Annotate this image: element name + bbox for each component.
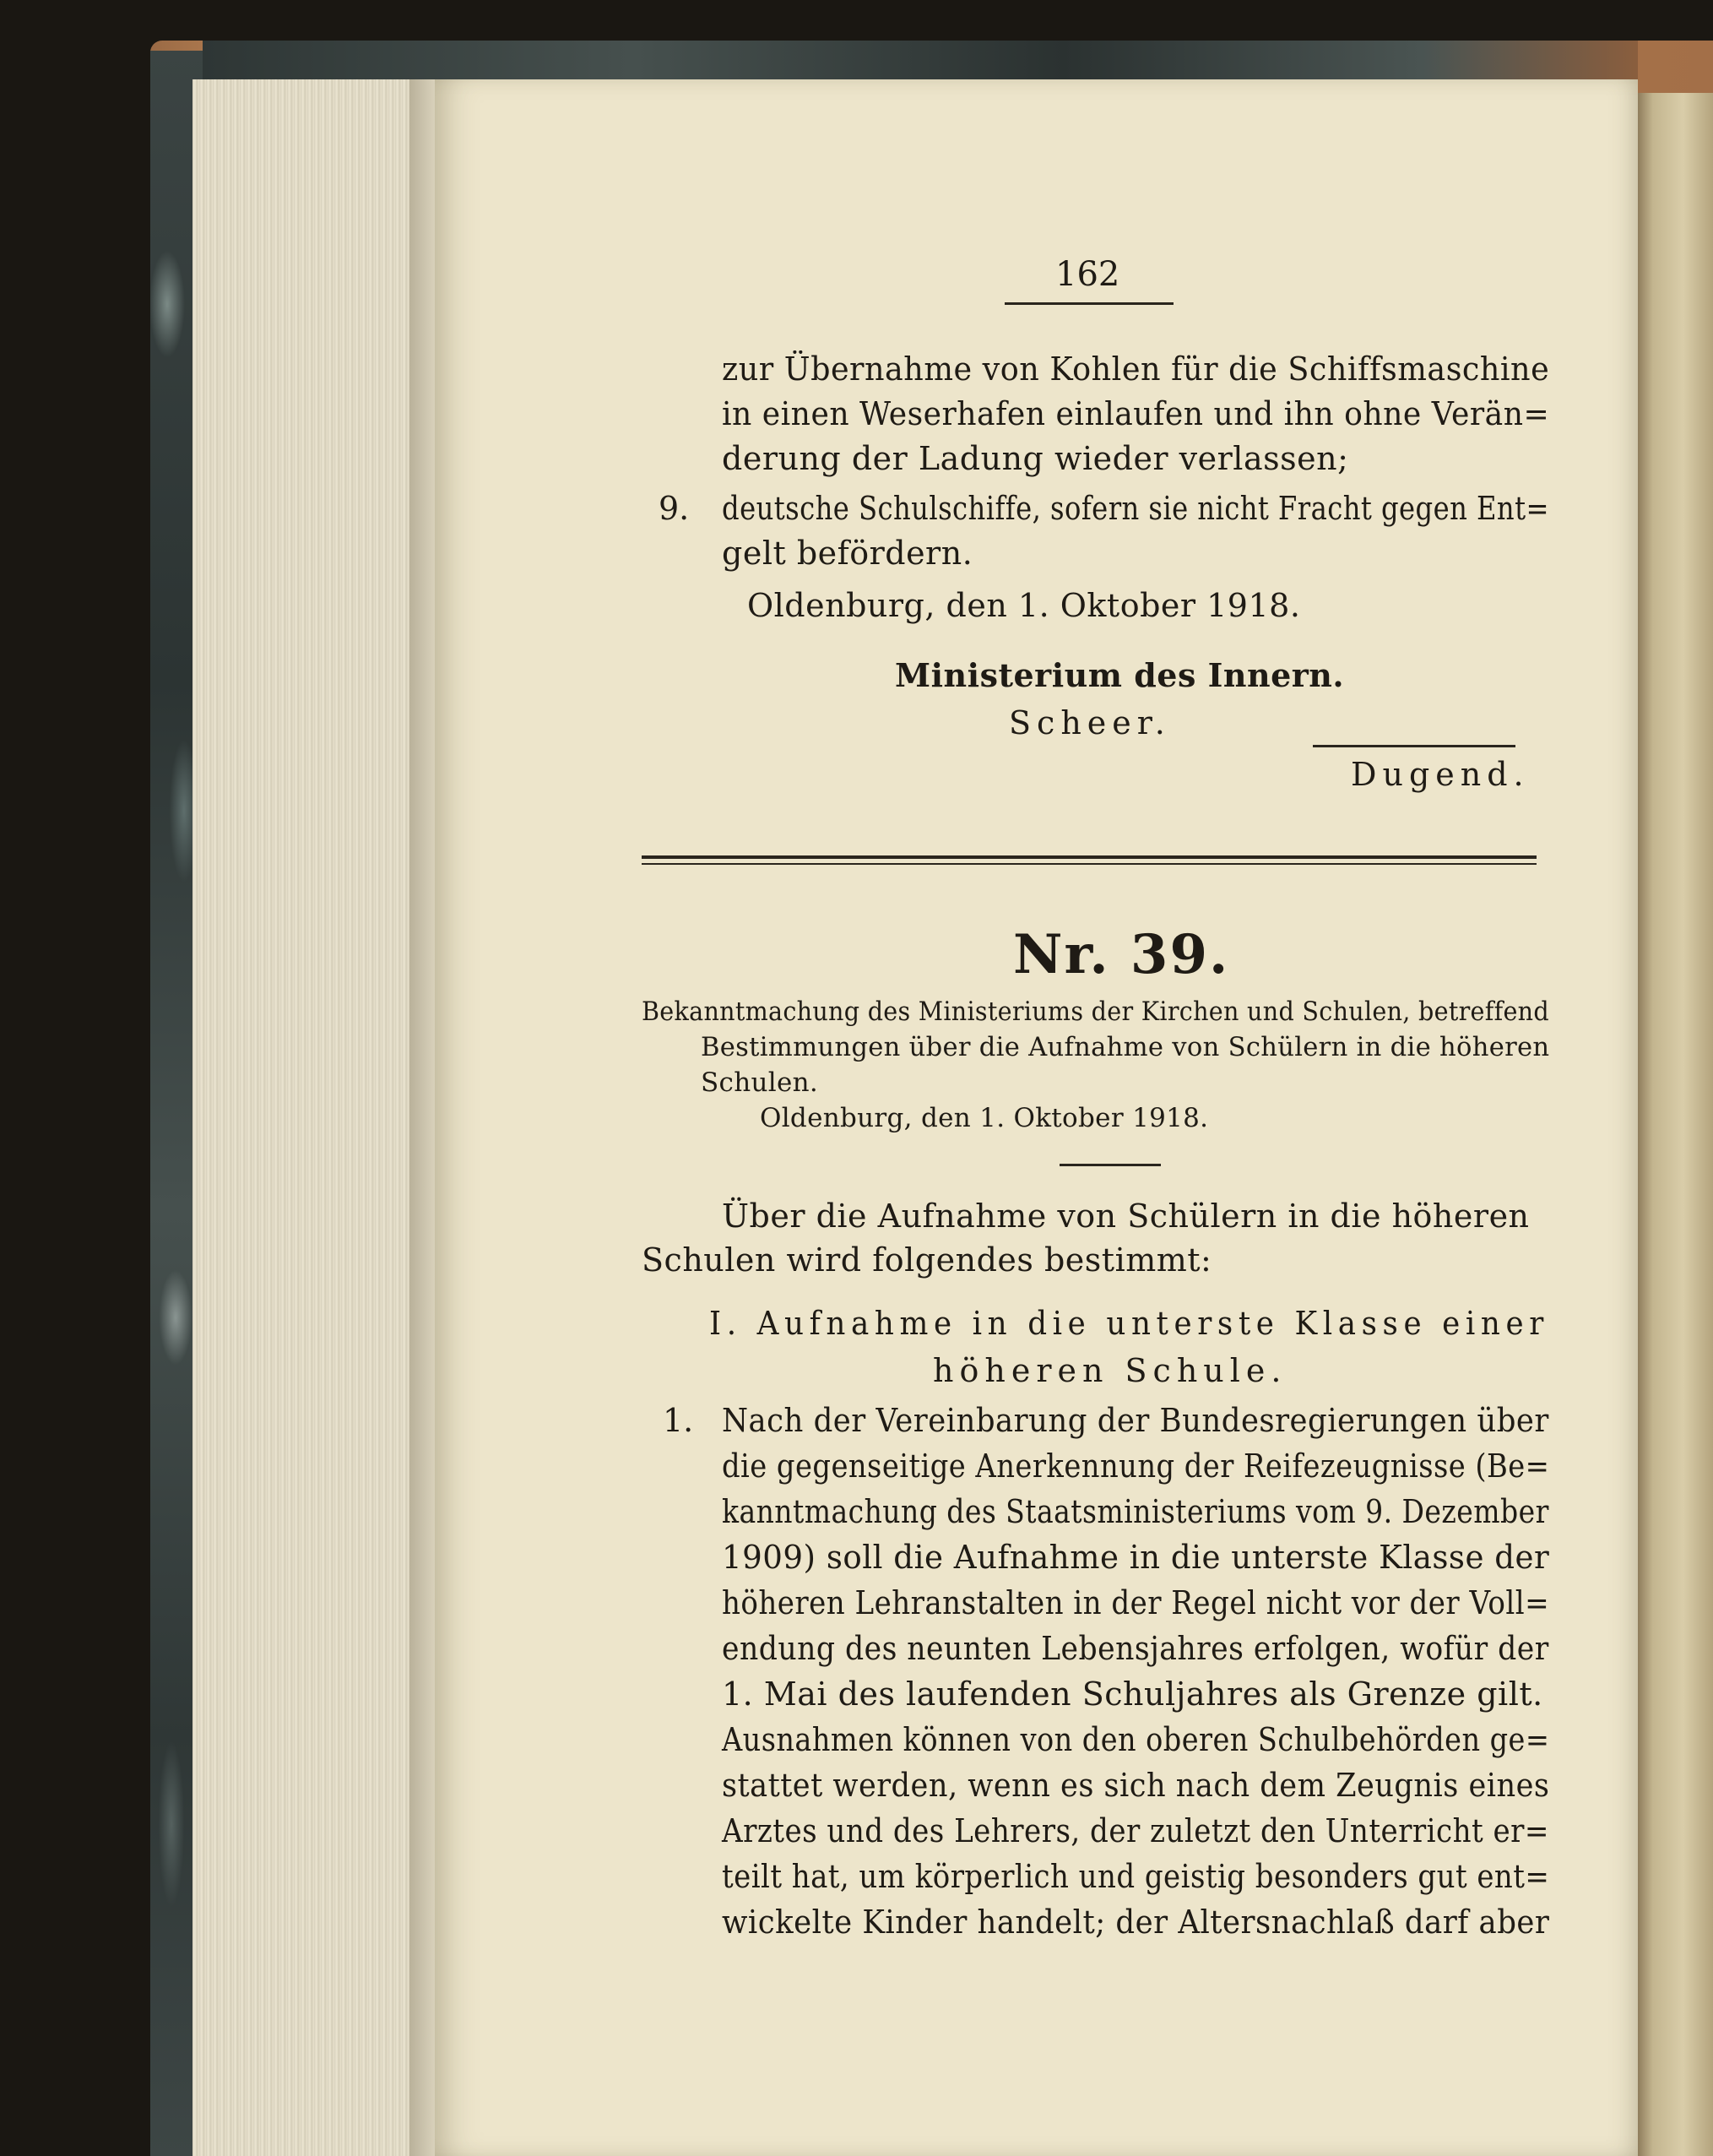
announcement-title-line: Bestimmungen über die Aufnahme von Schülern in die höheren bbox=[701, 1032, 1550, 1062]
announcement-number: Nr. 39. bbox=[1013, 923, 1230, 986]
authority: Ministerium des Innern. bbox=[895, 656, 1345, 694]
countersign: Dugend. bbox=[1351, 756, 1530, 793]
announcement-title-line: Bekanntmachung des Ministeriums der Kirchen und Schulen, betreffend bbox=[642, 997, 1549, 1027]
intro-line: Schulen wird folgendes bestimmt: bbox=[642, 1241, 1212, 1279]
announcement-rule bbox=[1060, 1164, 1161, 1166]
signatory: Scheer. bbox=[1009, 704, 1171, 741]
page-stack-edge bbox=[192, 79, 416, 2156]
section-separator bbox=[642, 863, 1537, 865]
place-date: Oldenburg, den 1. Oktober 1918. bbox=[747, 587, 1301, 624]
para-1-line: kanntmachung des Staatsministeriums vom 9. Dezember bbox=[722, 1493, 1549, 1530]
item-9-line: deutsche Schulschiffe, sofern sie nicht Fracht gegen Ent= bbox=[722, 490, 1549, 527]
section-separator bbox=[642, 855, 1537, 859]
section-heading: höheren Schule. bbox=[933, 1352, 1287, 1389]
facing-page-edge bbox=[1638, 93, 1713, 2156]
para-1-line: höheren Lehranstalten in der Regel nicht vor der Voll= bbox=[722, 1584, 1550, 1621]
page-number-rule bbox=[1005, 302, 1174, 305]
continuation-line: derung der Ladung wieder verlassen; bbox=[722, 440, 1349, 477]
para-1-line: Nach der Vereinbarung der Bundesregierungen über bbox=[722, 1402, 1549, 1439]
countersign-rule bbox=[1313, 745, 1515, 747]
para-1-line: stattet werden, wenn es sich nach dem Zeugnis eines bbox=[722, 1767, 1550, 1804]
continuation-line: zur Übernahme von Kohlen für die Schiffsmaschine bbox=[722, 350, 1550, 388]
intro-line: Über die Aufnahme von Schülern in die höheren bbox=[722, 1197, 1530, 1235]
section-heading: I. Aufnahme in die unterste Klasse einer bbox=[709, 1305, 1549, 1342]
para-1-line: 1909) soll die Aufnahme in die unterste Klasse der bbox=[722, 1539, 1550, 1576]
page-number: 162 bbox=[1055, 255, 1120, 294]
para-1-number: 1. bbox=[663, 1402, 694, 1439]
para-1-line: endung des neunten Lebensjahres erfolgen, wofür der bbox=[722, 1630, 1549, 1667]
para-1-line: Arztes und des Lehrers, der zuletzt den Unterricht er= bbox=[722, 1812, 1549, 1849]
item-9-line: gelt befördern. bbox=[722, 535, 973, 572]
para-1-line: teilt hat, um körperlich und geistig besonders gut ent= bbox=[722, 1858, 1550, 1895]
item-9-number: 9. bbox=[659, 490, 690, 527]
announcement-title-line: Schulen. bbox=[701, 1067, 819, 1098]
para-1-line: die gegenseitige Anerkennung der Reifezeugnisse (Be= bbox=[722, 1447, 1550, 1485]
announcement-place-date: Oldenburg, den 1. Oktober 1918. bbox=[760, 1103, 1209, 1133]
continuation-line: in einen Weserhafen einlaufen und ihn ohne Verän= bbox=[722, 395, 1550, 432]
para-1-line: Ausnahmen können von den oberen Schulbehörden ge= bbox=[722, 1721, 1550, 1758]
para-1-line: 1. Mai des laufenden Schuljahres als Grenze gilt. bbox=[722, 1675, 1543, 1713]
para-1-line: wickelte Kinder handelt; der Altersnachlaß darf aber bbox=[722, 1903, 1550, 1941]
